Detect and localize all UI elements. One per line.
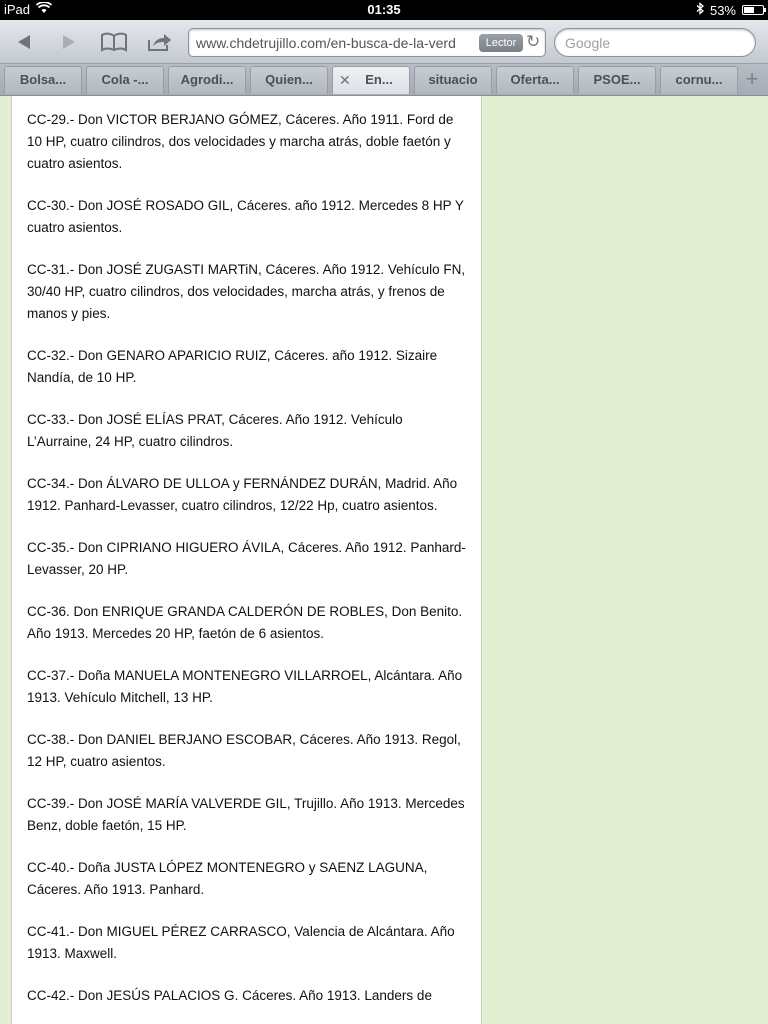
list-item: CC-36. Don ENRIQUE GRANDA CALDERÓN DE ROBLES, Don Benito. Año 1913. Mercedes 20 HP, faetón de 6 asientos. [27,604,463,641]
device-name: iPad [4,2,31,17]
tab-5-active[interactable]: ✕ En... [332,66,410,94]
tab-7[interactable]: Oferta... [496,66,574,94]
search-field[interactable] [554,28,756,57]
tab-bar [0,64,768,96]
search-input[interactable] [565,34,745,52]
tab-1[interactable]: Bolsa... [4,66,82,94]
tab-9[interactable]: cornu... [660,66,738,94]
left-margin [0,96,12,1024]
list-item: CC-42.- Don JESÚS PALACIOS G. Cáceres. Año 1913. Landers de [27,988,432,1003]
battery-icon [742,5,764,15]
list-item: CC-29.- Don VICTOR BERJANO GÓMEZ, Cáceres. Año 1911. Ford de 10 HP, cuatro cilindros, dos velocidades y marcha atrás, doble faetón y cuatro asientos. [27,112,454,171]
reader-button[interactable]: Lector [479,34,523,52]
battery-percent: 53% [709,2,736,18]
tab-3[interactable]: Agrodi... [168,66,246,94]
list-item: CC-41.- Don MIGUEL PÉREZ CARRASCO, Valencia de Alcántara. Año 1913. Maxwell. [27,924,455,961]
forward-arrow-icon[interactable] [54,28,84,56]
article-body [12,96,482,1024]
status-bar [0,0,768,20]
add-tab-icon[interactable]: + [745,66,759,91]
tab-4[interactable]: Quien... [250,66,328,94]
web-content[interactable] [0,96,768,1024]
url-text[interactable]: www.chdetrujillo.com/en-busca-de-la-verd [196,35,456,51]
list-item: CC-32.- Don GENARO APARICIO RUIZ, Cáceres. año 1912. Sizaire Nandía, de 10 HP. [27,348,438,385]
share-icon[interactable] [145,28,175,56]
tab-2[interactable]: Cola -... [86,66,164,94]
entry-list [27,109,467,1024]
list-item: CC-37.- Doña MANUELA MONTENEGRO VILLARROEL, Alcántara. Año 1913. Vehículo Mitchell, 13 HP. [27,668,463,705]
browser-toolbar [0,20,768,64]
list-item: CC-31.- Don JOSÉ ZUGASTI MARTiN, Cáceres. Año 1912. Vehículo FN, 30/40 HP, cuatro cilindros, dos velocidades, marcha atrás, y frenos de manos y pies. [27,262,466,321]
list-item: CC-33.- Don JOSÉ ELÍAS PRAT, Cáceres. Año 1912. Vehículo L’Aurraine, 24 HP, cuatro cilindros. [27,412,403,449]
tab-6[interactable]: situacio [414,66,492,94]
back-arrow-icon[interactable] [9,28,39,56]
list-item: CC-40.- Doña JUSTA LÓPEZ MONTENEGRO y SAENZ LAGUNA, Cáceres. Año 1913. Panhard. [27,860,428,897]
list-item: CC-39.- Don JOSÉ MARÍA VALVERDE GIL, Trujillo. Año 1913. Mercedes Benz, doble faetón, 15 HP. [27,796,465,833]
address-bar[interactable] [188,28,546,57]
bookmarks-icon[interactable] [99,28,129,56]
list-item: CC-34.- Don ÁLVARO DE ULLOA y FERNÁNDEZ DURÁN, Madrid. Año 1912. Panhard-Levasser, cuatro cilindros, 12/22 Hp, cuatro asientos. [27,476,458,513]
list-item: CC-35.- Don CIPRIANO HIGUERO ÁVILA, Cáceres. Año 1912. Panhard-Levasser, 20 HP. [27,540,466,577]
tab-8[interactable]: PSOE... [578,66,656,94]
list-item: CC-30.- Don JOSÉ ROSADO GIL, Cáceres. año 1912. Mercedes 8 HP Y cuatro asientos. [27,198,464,235]
bluetooth-icon [696,2,704,18]
close-tab-icon[interactable]: ✕ [339,72,351,88]
reload-icon[interactable]: ↻ [526,32,541,51]
clock: 01:35 [367,2,401,17]
list-item: CC-38.- Don DANIEL BERJANO ESCOBAR, Cáceres. Año 1913. Regol, 12 HP, cuatro asientos. [27,732,461,769]
